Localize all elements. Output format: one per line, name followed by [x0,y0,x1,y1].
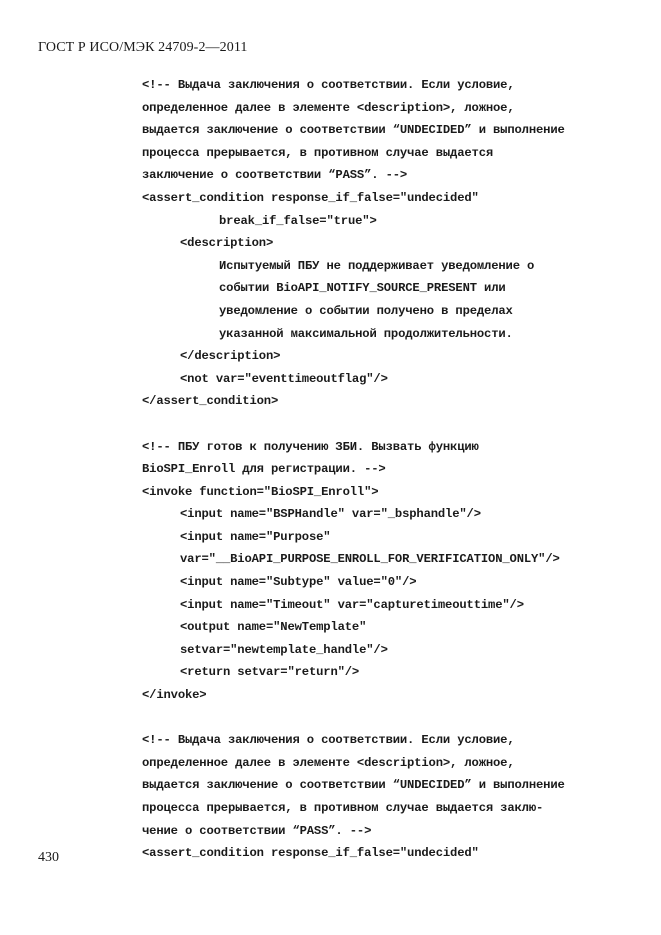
code-line: <input name="Subtype" value="0"/> [180,575,417,590]
code-line: процесса прерывается, в противном случае выдается [142,145,494,160]
code-line: заключение о соответствии “PASS”. --> [142,168,408,183]
code-line: определенное далее в элементе <description>, ложное, [142,100,515,115]
code-line: <!-- Выдача заключения о соответствии. Если условие, [142,733,515,748]
blank-line [142,707,622,730]
code-listing [142,74,622,865]
code-line: выдается заключение о соответствии “UNDECIDED” и выполнение [142,778,565,793]
code-line: событии BioAPI_NOTIFY_SOURCE_PRESENT или [219,281,506,296]
code-line: уведомление о событии получено в пределах [219,303,513,318]
code-line: break_if_false="true"> [219,213,377,228]
code-line: </description> [180,349,281,364]
code-line: var="__BioAPI_PURPOSE_ENROLL_FOR_VERIFICATION_ONLY"/> [180,552,560,567]
code-line: выдается заключение о соответствии “UNDECIDED” и выполнение [142,123,565,138]
code-line: <not var="eventtimeoutflag"/> [180,371,388,386]
code-line: setvar="newtemplate_handle"/> [180,642,388,657]
code-line: <invoke function="BioSPI_Enroll"> [142,484,379,499]
page-number: 430 [38,850,59,865]
code-line: Испытуемый ПБУ не поддерживает уведомление о [219,258,535,273]
code-line: <input name="Timeout" var="capturetimeouttime"/> [180,597,524,612]
code-line: определенное далее в элементе <description>, ложное, [142,755,515,770]
code-line: чение о соответствии “PASS”. --> [142,823,372,838]
blank-line [142,413,622,436]
page-header: ГОСТ Р ИСО/МЭК 24709-2—2011 [38,40,248,55]
code-line: <!-- Выдача заключения о соответствии. Если условие, [142,78,515,92]
code-line: <assert_condition response_if_false="undecided" [142,846,479,861]
code-line: <output name="NewTemplate" [180,620,367,635]
code-line: <!-- ПБУ готов к получению ЗБИ. Вызвать функцию [142,439,479,454]
code-line: <assert_condition response_if_false="undecided" [142,190,479,205]
code-line: <description> [180,236,274,251]
code-line: </invoke> [142,688,207,703]
code-line: <input name="Purpose" [180,529,331,544]
code-line: указанной максимальной продолжительности. [219,326,513,341]
code-line: </assert_condition> [142,394,279,409]
code-line: BioSPI_Enroll для регистрации. --> [142,462,386,477]
code-line: <return setvar="return"/> [180,665,360,680]
code-line: <input name="BSPHandle" var="_bsphandle"/> [180,507,481,522]
code-line: процесса прерывается, в противном случае выдается заклю- [142,801,544,815]
